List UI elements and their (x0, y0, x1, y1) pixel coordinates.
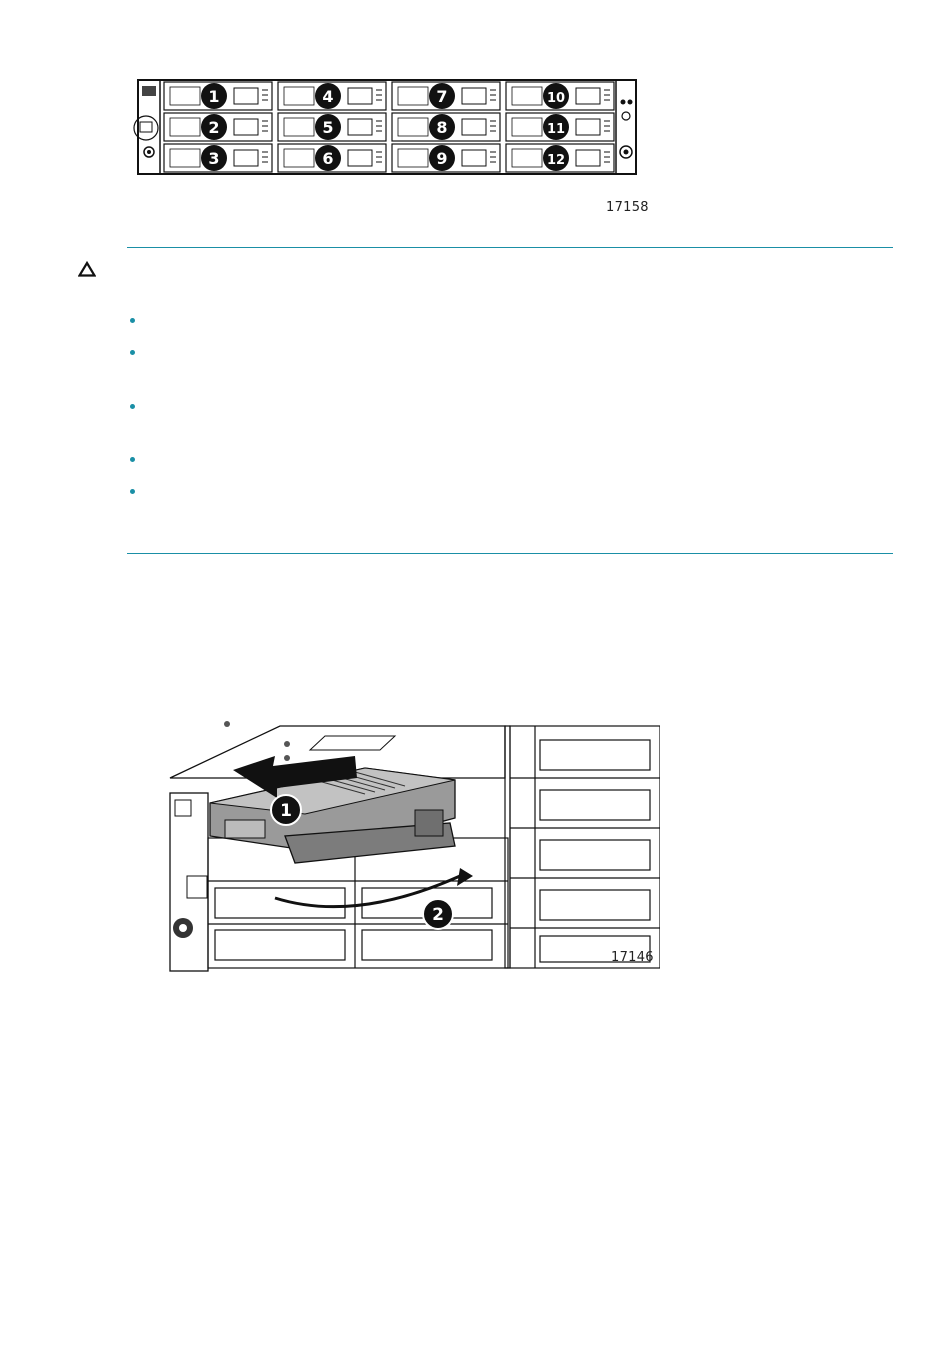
step-callout-2 (421, 897, 455, 936)
bay-number: 3 (208, 149, 220, 168)
drive-bay (278, 82, 386, 110)
bullet-marker (130, 318, 135, 323)
drive-bay (506, 144, 614, 172)
bullet-marker (130, 404, 135, 409)
drive-bay (392, 144, 500, 172)
drive-bay (164, 144, 272, 172)
bay-number: 8 (436, 118, 448, 137)
drive-bay (278, 144, 386, 172)
bullet-marker (130, 350, 135, 355)
bullet-marker (130, 489, 135, 494)
bullet-marker (130, 457, 135, 462)
drive-bay (506, 113, 614, 141)
bay-number: 10 (546, 91, 566, 106)
figure-2-id: 17146 (611, 950, 654, 965)
bay-number: 2 (208, 118, 220, 137)
drive-bay (392, 82, 500, 110)
drive-bay (164, 82, 272, 110)
figure-drive-bays (130, 72, 645, 182)
drive-bay-diagram (130, 72, 645, 182)
step-number: 2 (432, 905, 444, 925)
drive-removal-illustration (165, 718, 660, 974)
bay-number: 4 (322, 87, 334, 106)
figure-drive-removal (165, 718, 660, 974)
drive-bay (506, 82, 614, 110)
step-callout-1 (269, 793, 303, 832)
caution-bottom-rule (127, 553, 893, 554)
caution-triangle-icon (78, 261, 96, 277)
bay-number: 12 (546, 153, 566, 168)
bay-number: 11 (546, 122, 566, 137)
bay-number: 9 (436, 149, 448, 168)
step-number: 1 (280, 801, 292, 821)
drive-bay (164, 113, 272, 141)
drive-bay (392, 113, 500, 141)
bay-number: 7 (436, 87, 448, 106)
bay-number: 5 (322, 118, 334, 137)
bay-number: 6 (322, 149, 334, 168)
bay-number: 1 (208, 87, 220, 106)
figure-1-id: 17158 (606, 200, 649, 215)
drive-bay (278, 113, 386, 141)
caution-top-rule (127, 247, 893, 248)
